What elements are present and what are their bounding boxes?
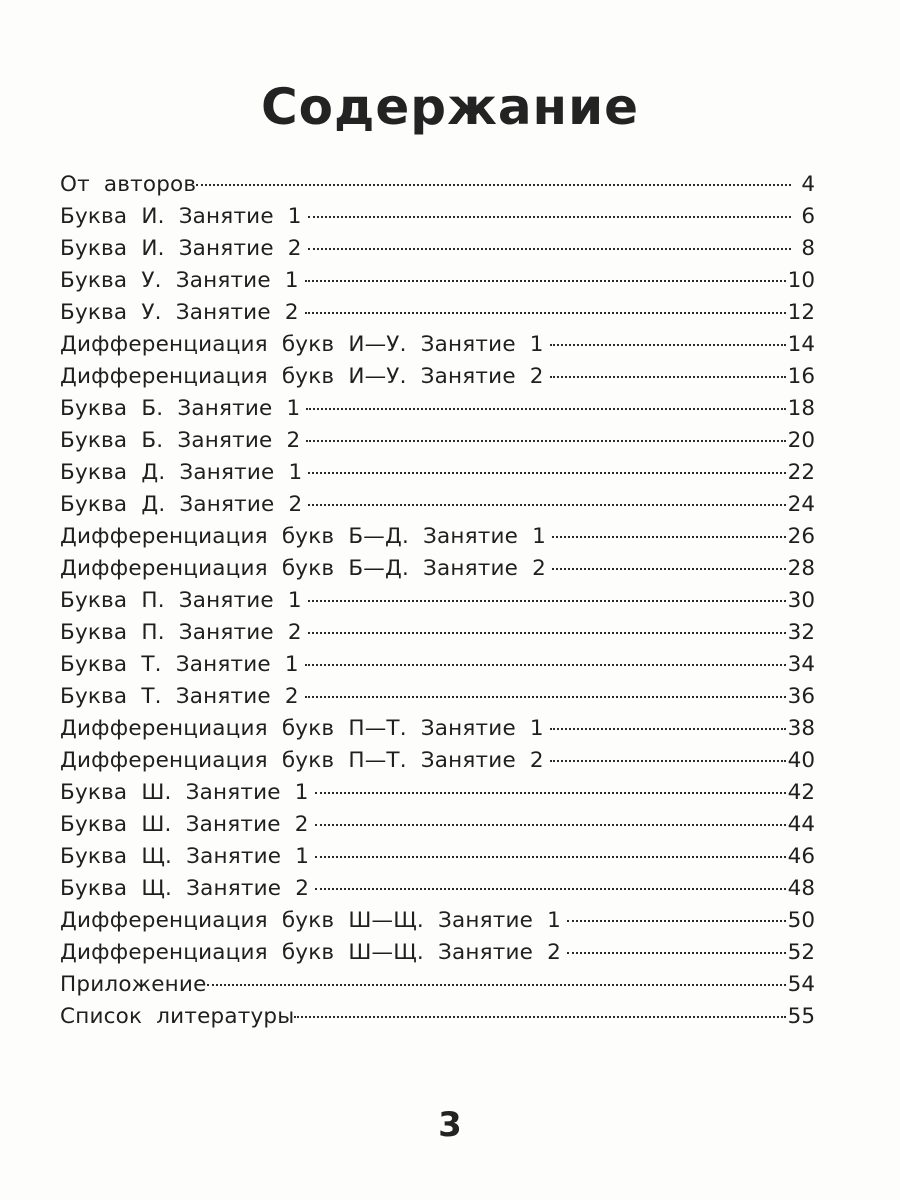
toc-entry[interactable] [60, 905, 815, 937]
toc-entry-title: Буква П. Занятие 1 [60, 588, 302, 613]
toc-entry-title: Буква Т. Занятие 2 [60, 684, 299, 709]
dot-leader [308, 216, 791, 218]
toc-entry-title: Дифференциация букв П—Т. Занятие 2 [60, 748, 544, 773]
toc-entry-page: 16 [787, 364, 815, 389]
toc-entry-title: Буква Щ. Занятие 1 [60, 844, 310, 869]
dot-leader [308, 600, 786, 602]
toc-entry-title: Буква У. Занятие 2 [60, 300, 299, 325]
toc-entry-page: 54 [787, 972, 815, 997]
toc-entry-page: 6 [801, 204, 815, 229]
toc-entry-page: 28 [787, 556, 815, 581]
toc-entry-title: Буква Ш. Занятие 1 [60, 780, 309, 805]
toc-entry-title: Буква И. Занятие 2 [60, 236, 302, 261]
toc-entry-title: Дифференциация букв Ш—Щ. Занятие 1 [60, 908, 561, 933]
toc-entry-page: 34 [787, 652, 815, 677]
toc-entry-page: 44 [787, 812, 815, 837]
toc-entry[interactable] [60, 777, 815, 809]
dot-leader [552, 568, 786, 570]
dot-leader [567, 952, 786, 954]
toc-entry-title: Дифференциация букв Б—Д. Занятие 1 [60, 524, 547, 549]
toc-entry-page: 48 [787, 876, 815, 901]
toc-entry[interactable] [60, 169, 815, 201]
dot-leader [308, 504, 785, 506]
toc-entry-page: 4 [801, 172, 815, 197]
toc-entry-title: Буква Б. Занятие 1 [60, 396, 301, 421]
toc-entry-title: Дифференциация букв И—У. Занятие 2 [60, 364, 544, 389]
toc-entry-title: Буква П. Занятие 2 [60, 620, 302, 645]
toc-entry[interactable] [60, 201, 815, 233]
toc-entry[interactable] [60, 489, 815, 521]
dot-leader [305, 280, 786, 282]
toc-entry-page: 26 [787, 524, 815, 549]
dot-leader [315, 888, 786, 890]
dot-leader [308, 632, 786, 634]
toc-entry-title: Дифференциация букв Ш—Щ. Занятие 2 [60, 940, 561, 965]
toc-entry-page: 42 [787, 780, 815, 805]
toc-entry[interactable] [60, 841, 815, 873]
toc-entry-title: Дифференциация букв П—Т. Занятие 1 [60, 716, 544, 741]
toc-entry-page: 50 [787, 908, 815, 933]
toc-entry-title: Буква Б. Занятие 2 [60, 428, 301, 453]
dot-leader [306, 408, 785, 410]
dot-leader [567, 920, 786, 922]
toc-entry-page: 46 [787, 844, 815, 869]
dot-leader [550, 376, 786, 378]
toc-entry-title: Дифференциация букв И—У. Занятие 1 [60, 332, 544, 357]
toc-entry[interactable] [60, 393, 815, 425]
toc-entry[interactable] [60, 361, 815, 393]
toc-entry[interactable] [60, 1001, 815, 1033]
toc-entry-title: Буква Д. Занятие 1 [60, 460, 303, 485]
dot-leader [550, 728, 786, 730]
toc-entry-title: Буква Ш. Занятие 2 [60, 812, 309, 837]
toc-entry-page: 14 [787, 332, 815, 357]
page-number: 3 [438, 1105, 462, 1145]
dot-leader [305, 312, 786, 314]
toc-entry-page: 30 [787, 588, 815, 613]
dot-leader [294, 1016, 785, 1018]
toc-entry-page: 52 [787, 940, 815, 965]
page-title: Содержание [260, 78, 640, 136]
toc-entry-title: Буква Т. Занятие 1 [60, 652, 299, 677]
toc-entry-page: 22 [787, 460, 815, 485]
toc-entry[interactable] [60, 969, 815, 1001]
toc-entry-page: 55 [787, 1004, 815, 1029]
toc-entry[interactable] [60, 681, 815, 713]
toc-entry-title: Дифференциация букв Б—Д. Занятие 2 [60, 556, 547, 581]
toc-entry[interactable] [60, 809, 815, 841]
dot-leader [315, 792, 786, 794]
toc-entry[interactable] [60, 873, 815, 905]
toc-entry[interactable] [60, 713, 815, 745]
dot-leader [550, 760, 786, 762]
toc-entry-title: Буква И. Занятие 1 [60, 204, 302, 229]
toc-entry[interactable] [60, 233, 815, 265]
toc-entry[interactable] [60, 457, 815, 489]
dot-leader [196, 184, 791, 186]
toc-entry-title: Буква Щ. Занятие 2 [60, 876, 310, 901]
toc-entry-title: Буква У. Занятие 1 [60, 268, 299, 293]
dot-leader [305, 696, 786, 698]
toc-entry[interactable] [60, 265, 815, 297]
toc-entry[interactable] [60, 425, 815, 457]
toc-entry-page: 8 [801, 236, 815, 261]
toc-entry-title: Список литературы [60, 1004, 295, 1029]
dot-leader [315, 824, 786, 826]
toc-entry-page: 38 [787, 716, 815, 741]
dot-leader [306, 440, 785, 442]
dot-leader [308, 472, 785, 474]
toc-entry-page: 10 [787, 268, 815, 293]
toc-entry[interactable] [60, 937, 815, 969]
toc-entry-title: Буква Д. Занятие 2 [60, 492, 303, 517]
toc-entry[interactable] [60, 553, 815, 585]
toc-entry[interactable] [60, 649, 815, 681]
toc-entry-page: 36 [787, 684, 815, 709]
toc-entry[interactable] [60, 297, 815, 329]
toc-entry[interactable] [60, 745, 815, 777]
dot-leader [207, 984, 786, 986]
toc-entry-page: 18 [787, 396, 815, 421]
dot-leader [552, 536, 786, 538]
toc-entry[interactable] [60, 585, 815, 617]
dot-leader [305, 664, 786, 666]
toc-entry-page: 12 [787, 300, 815, 325]
toc-entry[interactable] [60, 329, 815, 361]
dot-leader [308, 248, 791, 250]
toc-entry-page: 32 [787, 620, 815, 645]
dot-leader [315, 856, 786, 858]
table-of-contents [60, 169, 815, 1033]
toc-entry[interactable] [60, 617, 815, 649]
toc-entry[interactable] [60, 521, 815, 553]
toc-entry-page: 20 [787, 428, 815, 453]
toc-entry-title: От авторов [60, 172, 197, 197]
toc-entry-title: Приложение [60, 972, 207, 997]
toc-entry-page: 24 [787, 492, 815, 517]
toc-entry-page: 40 [787, 748, 815, 773]
dot-leader [550, 344, 786, 346]
